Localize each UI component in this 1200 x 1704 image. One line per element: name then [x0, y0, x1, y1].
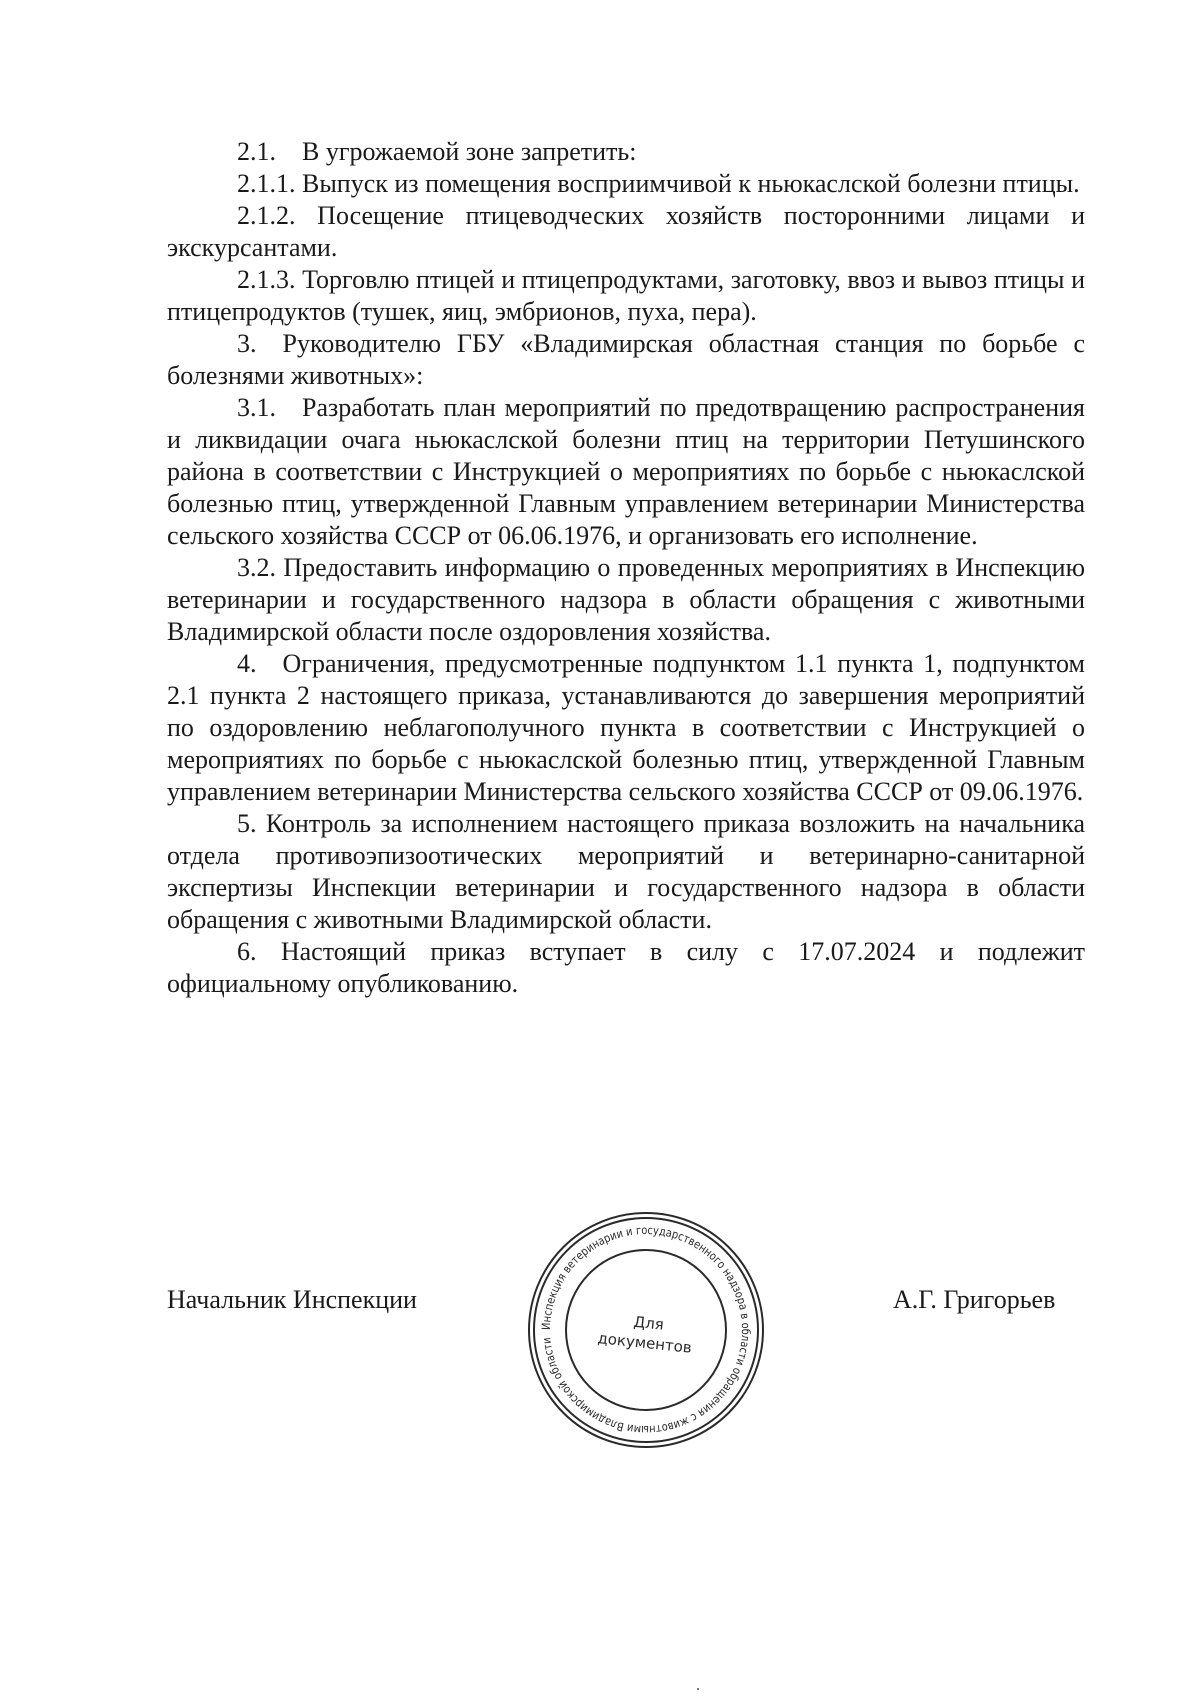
scan-speck [697, 1688, 699, 1690]
signature-position: Начальник Инспекции [167, 1285, 417, 1314]
seal-center-line1: Для [632, 1312, 665, 1334]
paragraph-2-1-3: 2.1.3. Торговлю птицей и птицепродуктами, заготовку, ввоз и вывоз птицы и птицепродуктов (тушек, яиц, эмбрионов, пуха, пера). [167, 265, 1085, 326]
seal-center-line2: документов [596, 1329, 693, 1357]
paragraph-2-1-1: 2.1.1. Выпуск из помещения восприимчивой к ньюкаслской болезни птицы. [237, 169, 1080, 198]
document-body [167, 136, 1085, 1000]
paragraph-2-1: 2.1. В угрожаемой зоне запретить: [237, 137, 637, 166]
paragraph-3-1: 3.1. Разработать план мероприятий по предотвращению распространения и ликвидации очага ньюкаслской болезни птиц на территории Петушинского района в соответствии с Инструкцией о мероприятиях по борьбе с ньюкаслской болезнью птиц, утвержденной Главным управлением ветеринарии Министерства сельского хозяйства СССР от 06.06.1976, и организовать его исполнение. [167, 393, 1085, 550]
paragraph-2-1-2: 2.1.2. Посещение птицеводческих хозяйств посторонними лицами и экскурсантами. [167, 201, 1085, 262]
paragraph-5: 5. Контроль за исполнением настоящего приказа возложить на начальника отдела противоэпизоотических мероприятий и ветеринарно-санитарной экспертизы Инспекции ветеринарии и государственного надзора в области обращения с животными Владимирской области. [167, 809, 1085, 934]
paragraph-4: 4. Ограничения, предусмотренные подпунктом 1.1 пункта 1, подпунктом 2.1 пункта 2 настоящего приказа, устанавливаются до завершения мероприятий по оздоровлению неблагополучного пункта в соответствии с Инструкцией о мероприятиях по борьбе с ньюкаслской болезнью птиц, утвержденной Главным управлением ветеринарии Министерства сельского хозяйства СССР от 09.06.1976. [167, 649, 1085, 806]
seal-ring-text: Инспекция ветеринарии и государственного надзора в области обращения с животными Владимирской области [538, 1222, 754, 1438]
paragraph-3-2: 3.2. Предоставить информацию о проведенных мероприятиях в Инспекцию ветеринарии и государственного надзора в области обращения с животными Владимирской области после оздоровления хозяйства. [167, 553, 1085, 646]
official-seal-stamp [526, 1210, 766, 1450]
signature-name: А.Г. Григорьев [893, 1285, 1056, 1314]
paragraph-3: 3. Руководителю ГБУ «Владимирская областная станция по борьбе с болезнями животных»: [167, 329, 1085, 390]
paragraph-6: 6. Настоящий приказ вступает в силу с 17.07.2024 и подлежит официальному опубликованию. [167, 937, 1085, 998]
